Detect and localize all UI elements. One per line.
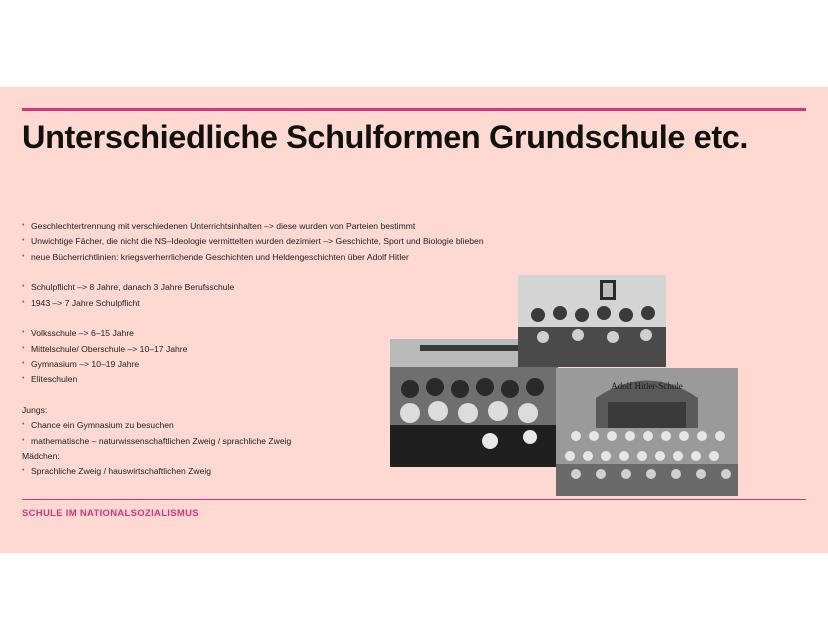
school-sign-text: Adolf Hitler-Schule [611,381,683,391]
bottom-accent-rule [22,499,806,500]
classroom-photo-top [518,275,666,367]
slide-title: Unterschiedliche Schulformen Grundschule etc. [22,119,749,155]
footer-label: SCHULE IM NATIONALSOZIALISMUS [22,508,199,519]
list-item: • Schulpflicht –> 8 Jahre, danach 3 Jahre Berufsschule [22,280,522,295]
bullet-group-curriculum [22,219,522,265]
list-item: • Unwichtige Fächer, die nicht die NS–Ideologie vermittelten wurden dezimiert –> Geschichte, Sport und Biologie blieben [22,234,522,249]
list-item: • neue Bücherrichtlinien: kriegsverherrlichende Geschichten und Heldengeschichten über Adolf Hitler [22,250,522,265]
list-item: • Chance ein Gymnasium zu besuchen [22,418,522,433]
list-item: • Sprachliche Zweig / hauswirtschaftlichen Zweig [22,464,522,479]
list-item: • Mittelschule/ Oberschule –> 10–17 Jahre [22,342,522,357]
list-item: • 1943 –> 7 Jahre Schulpflicht [22,296,522,311]
boys-label: Jungs: [22,405,48,416]
bullet-group-schulpflicht [22,280,522,311]
girls-label: Mädchen: [22,451,60,462]
list-item: • Geschlechtertrennung mit verschiedenen Unterrichtsinhalten –> diese wurden von Parteien bestimmt [22,219,522,234]
slide [0,87,828,553]
list-item: • Volksschule –> 6–15 Jahre [22,326,522,341]
school-building-photo [556,368,738,496]
list-item: • mathematische – naturwissenschaftlichen Zweig / sprachliche Zweig [22,434,522,449]
list-item: • Gymnasium –> 10–19 Jahre [22,357,522,372]
top-accent-rule [22,108,806,111]
list-item: • Eliteschulen [22,372,522,387]
